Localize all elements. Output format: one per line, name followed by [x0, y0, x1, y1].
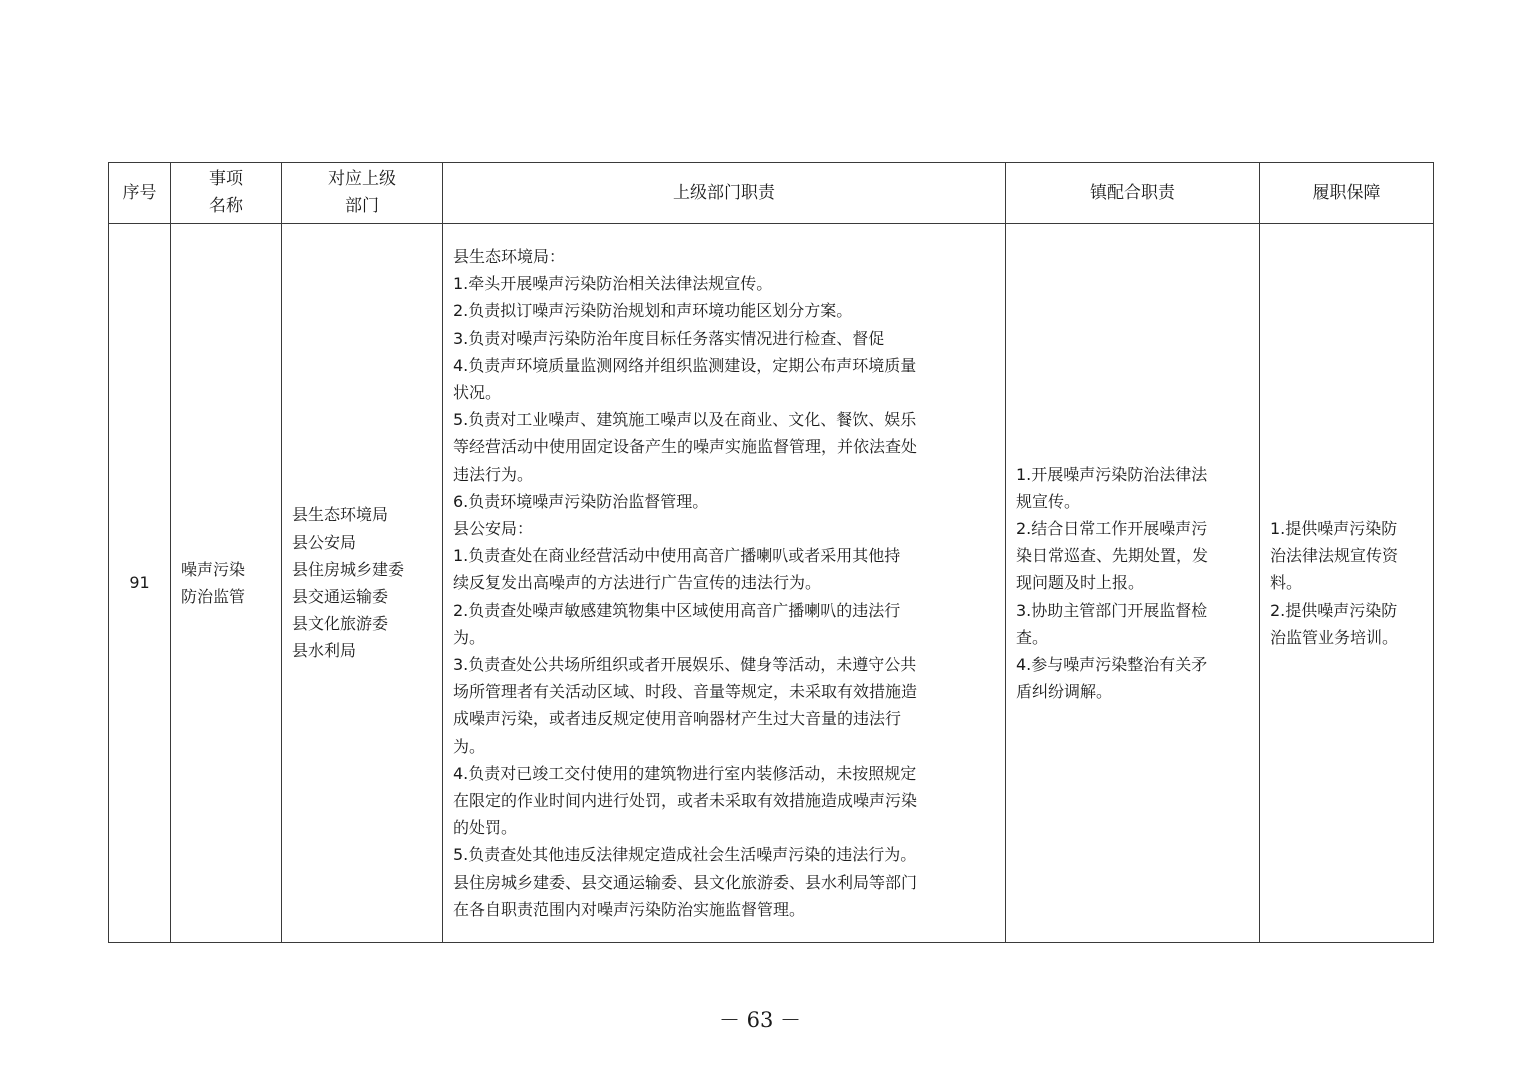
duty-table	[108, 162, 1434, 943]
upper-duty-line: 为。	[453, 736, 486, 756]
cell-guarantee	[1260, 224, 1434, 943]
header-item-name-line: 名称	[209, 196, 243, 216]
header-no: 序号	[109, 163, 171, 224]
header-dept-line: 对应上级	[328, 169, 396, 189]
dept-line: 县生态环境局	[292, 505, 389, 525]
town-duty-line: 1.开展噪声污染防治法律法	[1016, 464, 1208, 484]
header-dept-line: 部门	[345, 196, 379, 216]
header-dept	[282, 163, 443, 224]
page-number: － 63 －	[718, 1008, 802, 1032]
upper-duty-line: 在限定的作业时间内进行处罚，或者未采取有效措施造成噪声污染	[453, 791, 918, 811]
upper-duty-line: 3.负责查处公共场所组织或者开展娱乐、健身等活动，未遵守公共	[453, 655, 917, 674]
town-duty-line: 4.参与噪声污染整治有关矛	[1016, 655, 1208, 674]
table-header-row	[109, 163, 1434, 224]
guarantee-line: 1.提供噪声污染防	[1270, 518, 1398, 538]
upper-duty-line: 2.负责拟订噪声污染防治规划和声环境功能区划分方案。	[453, 301, 853, 321]
header-item-name-line: 事项	[209, 169, 243, 189]
upper-duty-line: 为。	[453, 627, 486, 647]
table-row	[109, 224, 1434, 943]
town-duty-line: 现问题及时上报。	[1016, 573, 1145, 593]
upper-duty-line: 违法行为。	[453, 464, 534, 484]
header-upper-duty: 上级部门职责	[443, 163, 1006, 224]
cell-town-duty	[1006, 224, 1260, 943]
upper-duty-line: 县住房城乡建委、县交通运输委、县文化旅游委、县水利局等部门	[453, 872, 918, 892]
dept-line: 县住房城乡建委	[292, 559, 405, 579]
upper-duty-line: 的处罚。	[453, 818, 518, 838]
upper-duty-line: 1.牵头开展噪声污染防治相关法律法规宣传。	[453, 274, 773, 294]
header-guarantee: 履职保障	[1260, 163, 1434, 224]
upper-duty-line: 2.负责查处噪声敏感建筑物集中区域使用高音广播喇叭的违法行	[453, 600, 901, 620]
upper-duty-line: 状况。	[453, 382, 502, 402]
guarantee-line: 料。	[1270, 573, 1303, 593]
cell-no: 91	[109, 224, 171, 943]
cell-upper-duty	[443, 224, 1006, 943]
upper-duty-line: 5.负责对工业噪声、建筑施工噪声以及在商业、文化、餐饮、娱乐	[453, 410, 917, 430]
guarantee-line: 2.提供噪声污染防	[1270, 600, 1398, 620]
guarantee-line: 治监管业务培训。	[1270, 627, 1399, 647]
upper-duty-line: 县公安局：	[453, 518, 534, 538]
upper-duty-line: 在各自职责范围内对噪声污染防治实施监督管理。	[453, 899, 806, 919]
town-duty-line: 2.结合日常工作开展噪声污	[1016, 518, 1208, 538]
cell-item-name	[171, 224, 282, 943]
upper-duty-line: 4.负责对已竣工交付使用的建筑物进行室内装修活动，未按照规定	[453, 763, 917, 783]
upper-duty-line: 6.负责环境噪声污染防治监督管理。	[453, 491, 709, 511]
item-name-line: 防治监管	[181, 587, 246, 606]
upper-duty-line: 5.负责查处其他违反法律规定造成社会生活噪声污染的违法行为。	[453, 845, 917, 865]
upper-duty-line: 场所管理者有关活动区域、时段、音量等规定，未采取有效措施造	[453, 682, 918, 702]
town-duty-line: 盾纠纷调解。	[1016, 682, 1113, 702]
dept-line: 县文化旅游委	[292, 614, 389, 634]
upper-duty-line: 1.负责查处在商业经营活动中使用高音广播喇叭或者采用其他持	[453, 546, 901, 566]
town-duty-line: 查。	[1016, 627, 1049, 647]
cell-dept	[282, 224, 443, 943]
upper-duty-line: 等经营活动中使用固定设备产生的噪声实施监督管理，并依法查处	[453, 437, 918, 457]
header-item-name	[171, 163, 282, 224]
town-duty-line: 3.协助主管部门开展监督检	[1016, 600, 1208, 620]
item-name-line: 噪声污染	[181, 559, 246, 579]
dept-line: 县水利局	[292, 641, 357, 661]
header-town-duty: 镇配合职责	[1006, 163, 1260, 224]
dept-line: 县交通运输委	[292, 587, 389, 606]
town-duty-line: 规宣传。	[1016, 491, 1081, 511]
upper-duty-line: 续反复发出高噪声的方法进行广告宣传的违法行为。	[453, 573, 822, 593]
upper-duty-line: 4.负责声环境质量监测网络并组织监测建设，定期公布声环境质量	[453, 355, 917, 375]
dept-line: 县公安局	[292, 532, 357, 552]
upper-duty-line: 成噪声污染，或者违反规定使用音响器材产生过大音量的违法行	[453, 709, 902, 729]
guarantee-line: 治法律法规宣传资	[1270, 546, 1399, 566]
upper-duty-line: 县生态环境局：	[453, 246, 566, 266]
town-duty-line: 染日常巡查、先期处置，发	[1016, 546, 1209, 566]
upper-duty-line: 3.负责对噪声污染防治年度目标任务落实情况进行检查、督促	[453, 328, 885, 348]
